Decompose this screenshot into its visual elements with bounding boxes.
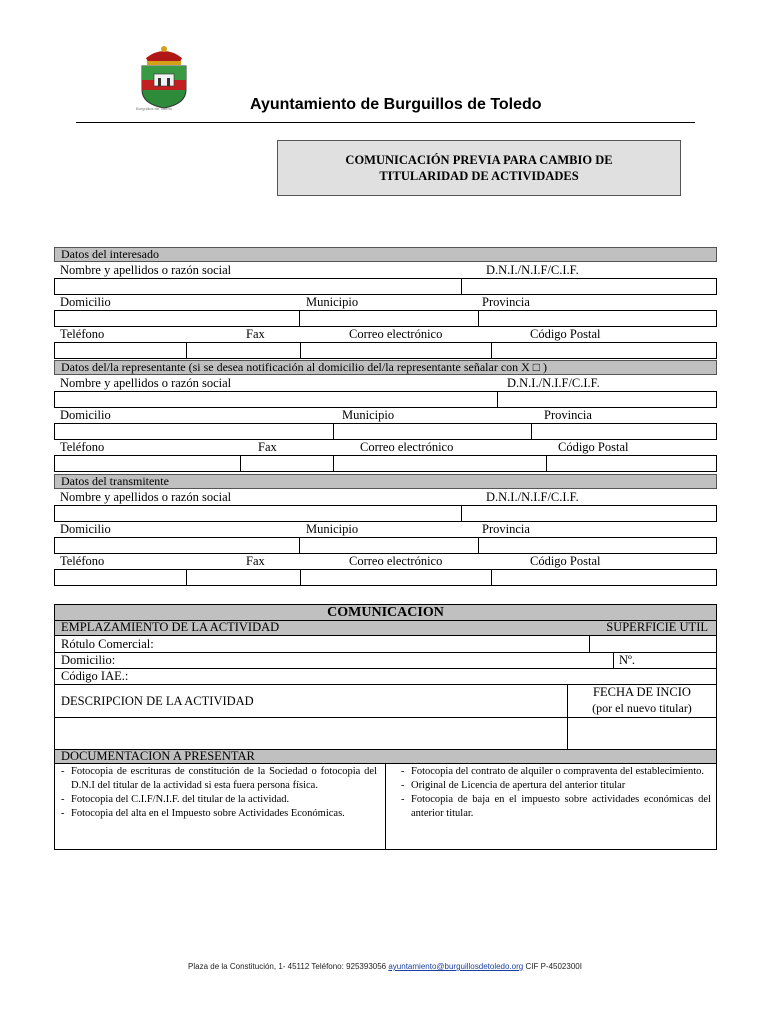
document-title-line-1: COMUNICACIÓN PREVIA PARA CAMBIO DE [345,153,613,167]
label-codigo-postal: Código Postal [530,327,601,341]
footer-cif: CIF P-4502300I [525,962,582,971]
column-divider [589,636,590,652]
label-nombre: Nombre y apellidos o razón social [60,490,232,504]
section-heading: Datos del transmitente [54,474,717,489]
input-row-domicilio[interactable] [54,310,717,327]
document-item: - Fotocopia del contrato de alquiler o compraventa del establecimiento. [401,765,711,779]
input-row-domicilio[interactable] [54,537,717,554]
descripcion-label: DESCRIPCION DE LA ACTIVIDAD [61,694,254,708]
codigo-iae-label: Código IAE.: [61,669,129,683]
document-title-box [277,140,681,196]
label-domicilio: Domicilio [60,522,111,536]
descripcion-input-row[interactable] [54,718,717,750]
coat-of-arms-logo [136,44,192,110]
label-provincia: Provincia [482,522,530,536]
documents-list-right [401,765,711,821]
input-row-nombre[interactable] [54,391,717,408]
footer-address: Plaza de la Constitución, 1- 45112 Teléfono: 925393056 [188,962,387,971]
input-row-telefono[interactable] [54,455,717,472]
label-fax: Fax [246,327,265,341]
label-telefono: Teléfono [60,554,105,568]
comunicacion-heading: COMUNICACION [327,605,444,620]
footer-email-link[interactable]: ayuntamiento@burguillosdetoledo.org [388,962,524,971]
superficie-label: SUPERFICIE UTIL [606,620,708,634]
document-item: - Fotocopia de baja en el impuesto sobre actividades económicas del anterior titular. [401,793,711,821]
label-telefono: Teléfono [60,327,105,341]
fecha-label-line-2: (por el nuevo titular) [592,701,692,715]
comunicacion-heading-bar [54,604,717,621]
label-municipio: Municipio [342,408,395,422]
label-codigo-postal: Código Postal [530,554,601,568]
label-nombre: Nombre y apellidos o razón social [60,376,232,390]
label-correo: Correo electrónico [349,327,443,341]
label-municipio: Municipio [306,295,359,309]
documentacion-list-row [54,764,717,850]
descripcion-header-row [54,685,717,718]
emplazamiento-label: EMPLAZAMIENTO DE LA ACTIVIDAD [61,620,280,634]
input-row-nombre[interactable] [54,278,717,295]
section-heading: Datos del interesado [54,247,717,262]
documents-list-left [61,765,377,821]
label-correo: Correo electrónico [349,554,443,568]
label-correo: Correo electrónico [360,440,454,454]
emplazamiento-bar [54,621,717,636]
label-dni: D.N.I./N.I.F/C.I.F. [507,376,600,390]
section-heading: Datos del/la representante (si se desea notificación al domicilio del/la representante señalar con X □ ) [54,360,717,375]
rotulo-row[interactable] [54,636,717,653]
label-nombre: Nombre y apellidos o razón social [60,263,232,277]
codigo-iae-row[interactable] [54,669,717,685]
input-row-telefono[interactable] [54,569,717,586]
label-telefono: Teléfono [60,440,105,454]
input-row-telefono[interactable] [54,342,717,359]
column-divider [567,718,568,749]
label-codigo-postal: Código Postal [558,440,629,454]
label-dni: D.N.I./N.I.F/C.I.F. [486,263,579,277]
document-item: - Fotocopia de escrituras de constitución de la Sociedad o fotocopia del D.N.I del titular de la actividad si esta fuera persona física. [61,765,377,793]
label-domicilio: Domicilio [60,295,111,309]
column-divider [613,653,614,668]
documentacion-bar [54,750,717,764]
document-title-line-2: TITULARIDAD DE ACTIVIDADES [379,169,579,183]
document-item: - Original de Licencia de apertura del anterior titular [401,779,711,793]
rotulo-label: Rótulo Comercial: [61,637,154,651]
domicilio-row[interactable] [54,653,717,669]
label-municipio: Municipio [306,522,359,536]
footer [0,962,770,971]
numero-label: Nº. [619,653,636,667]
header-divider [76,122,695,123]
column-divider [385,764,386,849]
document-item: - Fotocopia del alta en el Impuesto sobre Actividades Económicas. [61,807,377,821]
organization-title: Ayuntamiento de Burguillos de Toledo [250,96,542,113]
label-dni: D.N.I./N.I.F/C.I.F. [486,490,579,504]
label-domicilio: Domicilio [60,408,111,422]
label-provincia: Provincia [482,295,530,309]
input-row-domicilio[interactable] [54,423,717,440]
fecha-label-line-1: FECHA DE INCIO [593,685,691,699]
label-provincia: Provincia [544,408,592,422]
input-row-nombre[interactable] [54,505,717,522]
label-fax: Fax [258,440,277,454]
documentacion-label: DOCUMENTACION A PRESENTAR [61,749,255,763]
logo-caption: Burguillos de Toledo [136,106,172,111]
document-item: - Fotocopia del C.I.F/N.I.F. del titular de la actividad. [61,793,377,807]
label-fax: Fax [246,554,265,568]
domicilio-label: Domicilio: [61,653,116,667]
